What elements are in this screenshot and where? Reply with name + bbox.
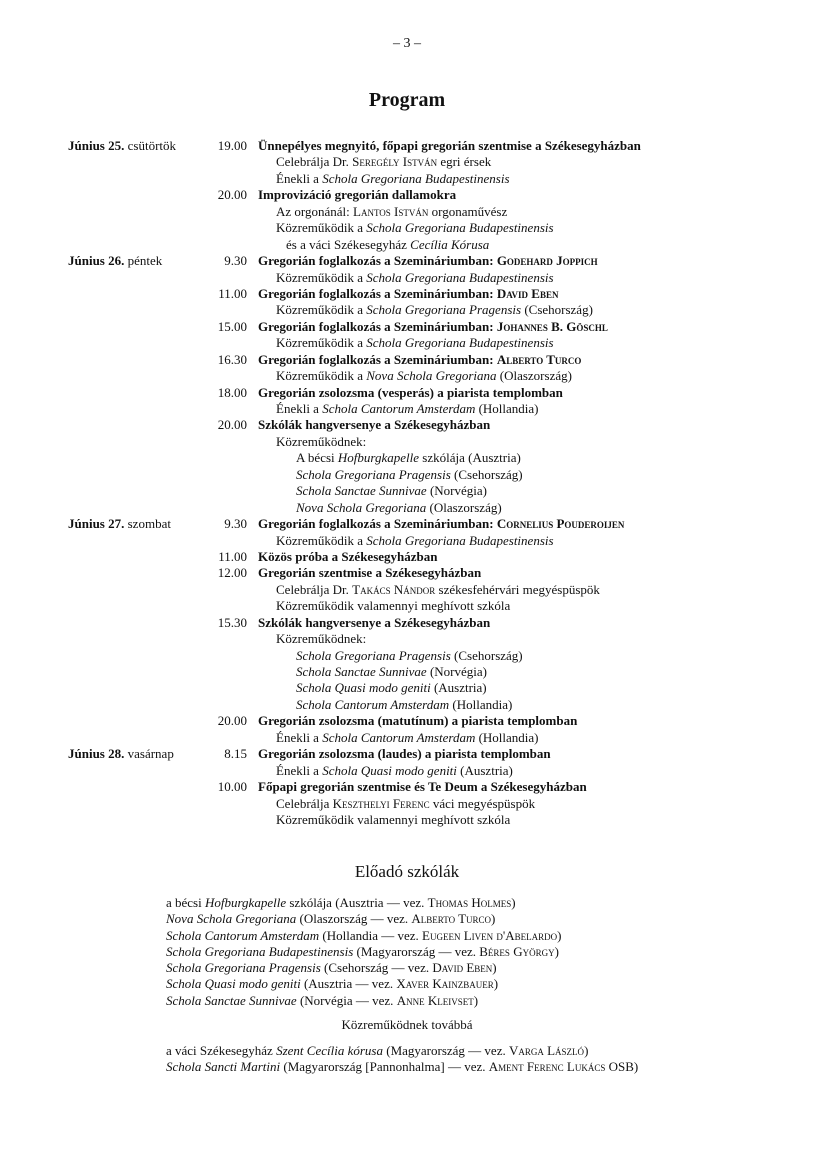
program-detail [0,582,814,598]
text-segment: (Olaszország) [496,368,572,384]
text-segment: ) [584,1043,589,1058]
program-detail [0,533,814,549]
text-segment: ) [493,976,499,992]
text-segment: ) [491,911,496,927]
choir-name: Schola Gregoriana Budapestinensis [366,220,554,236]
text-segment: Közreműködik valamennyi meghívott szkóla [276,811,511,827]
text-segment: (Csehország) [450,466,523,482]
person-name: Ament Ferenc Lukács OSB [488,1059,634,1075]
program-event [0,286,814,302]
event-detail [276,204,507,220]
choir-entry [166,1059,638,1075]
program-detail [0,204,814,220]
event-detail [276,730,539,746]
text-segment: váci megyéspüspök [429,795,536,811]
event-title [258,565,481,581]
choir-entry [166,895,561,911]
text-segment: Közreműködik a [276,335,367,351]
text-segment: ) [554,943,559,959]
event-title [258,779,587,795]
program-event [0,319,814,335]
text-segment: Közreműködik a [276,532,367,548]
program-detail [0,697,814,713]
text-segment: (Magyarország — vez. [353,943,480,959]
text-segment: Főpapi gregorián szentmise és Te Deum a Székesegyházban [258,779,587,795]
event-detail [296,648,523,664]
day-label [68,253,162,269]
event-detail [276,302,593,318]
text-segment: Közreműködik a [276,220,367,236]
person-name: Varga László [508,1043,585,1058]
program-detail [0,302,814,318]
text-segment: Közreműködnek: [276,631,367,647]
day-date: Június 26. [68,253,128,269]
choir-name: Schola Gregoriana Pragensis [166,960,321,976]
text-segment: Gregorián foglalkozás a Szemináriumban: [258,285,497,301]
choir-name: Schola Cantorum Amsterdam [322,729,476,745]
day-date: Június 28. [68,746,128,762]
choir-name: Schola Quasi modo geniti [166,976,301,992]
text-segment: (Hollandia) [449,696,513,712]
person-name: Johannes B. Göschl [496,318,608,334]
program-detail [0,631,814,647]
page-number: – 3 – [393,36,421,51]
day-weekday: csütörtök [127,138,177,153]
event-time: 15.30 [217,614,247,630]
choir-name: Schola Sanctae Sunnivae [166,992,297,1008]
text-segment: a bécsi [166,895,205,910]
choir-entry [166,944,561,960]
event-detail [276,270,554,286]
text-segment: Gregorián foglalkozás a Szemináriumban: [258,351,497,367]
program-detail [0,401,814,417]
text-segment: Gregorián foglalkozás a Szemináriumban: [258,253,497,269]
text-segment: (Ausztria) [430,680,487,696]
program-event [0,615,814,631]
day-date: Június 25. [68,138,128,153]
text-segment: Énekli a [276,762,323,778]
choir-name: Schola Gregoriana Pragensis [366,302,522,318]
person-name: Alberto Turco [496,351,582,367]
event-detail [276,401,539,417]
event-time: 19.00 [217,138,247,153]
program-detail [0,270,814,286]
choir-name: Schola Cantorum Amsterdam [322,401,476,416]
choir-name: Schola Quasi modo geniti [322,762,457,778]
text-segment: Énekli a [276,729,323,745]
program-detail [0,368,814,384]
event-detail [276,763,513,779]
program-event [0,565,814,581]
page-title: Program [368,89,446,111]
event-time: 11.00 [218,548,247,564]
text-segment: Gregorián zsolozsma (vesperás) a piarista templomban [258,384,563,400]
event-time: 16.30 [217,351,247,367]
choir-name: Nova Schola Gregoriana [366,368,497,384]
text-segment: (Magyarország — vez. [382,1043,509,1058]
event-title [258,138,641,154]
event-time: 12.00 [217,565,247,581]
program-event [0,385,814,401]
event-title [258,253,598,269]
day-label [68,746,174,762]
program-detail [0,664,814,680]
event-title [258,417,490,433]
text-segment: a váci Székesegyház [166,1043,277,1058]
day-weekday: vasárnap [127,746,174,762]
event-detail [276,171,510,187]
event-title [258,385,563,401]
program-event [0,779,814,795]
choir-name: Cecília Kórusa [410,236,490,252]
program-detail [0,237,814,253]
choir-name: Schola Cantorum Amsterdam [296,696,450,712]
text-segment: Celebrálja Dr. [276,154,353,170]
event-time: 20.00 [217,713,247,729]
text-segment: (Norvégia — vez. [296,992,397,1008]
day-weekday: szombat [127,516,171,532]
program-detail [0,335,814,351]
event-detail [276,598,510,614]
text-segment: Celebrálja [276,795,333,811]
event-title [258,713,577,729]
text-segment: (Norvégia) [426,664,487,679]
person-name: Thomas Holmes [427,895,512,910]
choir-name: Schola Sanctae Sunnivae [296,483,427,499]
choir-name: Szent Cecília kórusa [276,1043,383,1058]
text-segment: orgonaművész [428,203,508,219]
text-segment: Szkólák hangversenye a Székesegyházban [258,417,491,433]
text-segment: Közös próba a Székesegyházban [258,548,438,564]
program-event [0,746,814,762]
text-segment: (Csehország) [450,647,523,663]
program-event [0,138,814,154]
text-segment: ) [557,927,562,943]
event-title [258,352,581,368]
event-detail [276,220,554,236]
event-detail [276,368,572,384]
program-detail [0,500,814,516]
choir-name: Nova Schola Gregoriana [166,911,297,927]
program-detail [0,220,814,236]
text-segment: Az orgonánál: [276,203,354,219]
event-time: 11.00 [218,285,247,301]
text-segment: Gregorián zsolozsma (matutínum) a piarista templomban [258,713,578,729]
text-segment: szkólája (Ausztria — vez. [286,895,428,910]
program-event [0,417,814,433]
day-weekday: péntek [127,253,163,269]
program-detail [0,483,814,499]
event-detail [276,335,554,351]
event-time: 15.00 [217,318,247,334]
text-segment: (Ausztria) [456,762,513,778]
event-title [258,615,490,631]
text-segment: ) [473,992,479,1008]
event-time: 20.00 [217,187,247,203]
text-segment: (Olaszország) [426,499,502,515]
person-name: David Eben [432,960,493,976]
person-name: Cornelius Pouderoijen [496,516,625,532]
text-segment: Gregorián zsolozsma (laudes) a piarista templomban [258,746,551,762]
day-label [68,138,176,154]
text-segment: Szkólák hangversenye a Székesegyházban [258,614,491,630]
person-name: Lantos István [353,203,429,219]
person-name: Takács Nándor [352,581,436,597]
text-segment: (Ausztria — vez. [300,976,397,992]
text-segment: (Olaszország — vez. [296,911,412,927]
event-title [258,516,624,532]
program-event [0,516,814,532]
choir-name: Schola Sancti Martini [166,1059,281,1075]
event-detail [286,237,489,253]
program-event [0,549,814,565]
event-detail [296,467,523,483]
person-name: Xaver Kainzbauer [396,976,494,992]
program-event [0,187,814,203]
text-segment: (Hollandia) [475,729,539,745]
person-name: Alberto Turco [411,911,492,927]
text-segment: (Csehország — vez. [320,960,433,976]
event-title [258,286,558,302]
program-detail [0,154,814,170]
also-list [166,1043,638,1076]
program-event [0,713,814,729]
text-segment: (Magyarország [Pannonhalma] — vez. [280,1059,489,1075]
program-detail [0,763,814,779]
program-event [0,253,814,269]
choir-name: Nova Schola Gregoriana [296,499,427,515]
choir-name: Schola Gregoriana Pragensis [296,647,451,663]
person-name: Anne Kleivset [396,992,474,1008]
program-schedule [0,138,814,828]
choir-name: Schola Gregoriana Budapestinensis [366,269,554,285]
program-detail [0,812,814,828]
event-time: 9.30 [224,516,247,532]
text-segment: egri érsek [437,154,492,170]
program-detail [0,450,814,466]
program-detail [0,680,814,696]
choir-entry [166,993,561,1009]
text-segment: Ünnepélyes megnyitó, főpapi gregorián szentmise a Székesegyházban [258,138,641,153]
choir-name: Schola Gregoriana Budapestinensis [322,170,510,186]
event-title [258,187,456,203]
program-detail [0,171,814,187]
program-detail [0,598,814,614]
day-label [68,516,171,532]
person-name: Béres György [479,943,555,959]
person-name: Keszthelyi Ferenc [332,795,430,811]
event-title [258,319,608,335]
program-detail [0,467,814,483]
program-detail [0,796,814,812]
event-title [258,549,437,565]
choir-name: Schola Gregoriana Pragensis [296,466,451,482]
choir-name: Schola Gregoriana Budapestinensis [366,532,554,548]
event-time: 10.00 [217,779,247,795]
program-event [0,352,814,368]
person-name: David Eben [496,285,559,301]
event-detail [296,500,502,516]
text-segment: Celebrálja Dr. [276,581,353,597]
event-detail [276,154,491,170]
also-heading: Közreműködnek továbbá [341,1017,473,1032]
text-segment: székesfehérvári megyéspüspök [435,581,600,597]
choir-entry [166,1043,638,1059]
choir-name: Hofburgkapelle [337,450,420,466]
text-segment: és a váci Székesegyház [286,236,411,252]
event-detail [276,434,366,450]
text-segment: A bécsi [296,450,338,466]
text-segment: ) [511,895,516,910]
text-segment: Közreműködnek: [276,433,367,449]
program-detail [0,434,814,450]
event-detail [276,796,535,812]
program-detail [0,648,814,664]
choir-entry [166,928,561,944]
day-date: Június 27. [68,516,128,532]
text-segment: Közreműködik a [276,302,367,318]
text-segment: (Hollandia) [475,401,539,416]
text-segment: Énekli a [276,170,323,186]
choir-name: Schola Cantorum Amsterdam [166,927,320,943]
text-segment: Gregorián foglalkozás a Szemináriumban: [258,516,497,532]
text-segment: Közreműködik valamennyi meghívott szkóla [276,598,511,614]
text-segment: ) [492,960,497,976]
text-segment: (Csehország) [521,302,593,318]
choirs-list [166,895,561,1009]
text-segment: Improvizáció gregorián dallamokra [258,187,457,203]
event-time: 20.00 [217,417,247,433]
event-time: 8.15 [224,746,247,762]
choir-name: Schola Gregoriana Budapestinensis [366,335,554,351]
person-name: Godehard Joppich [496,253,598,269]
event-detail [296,483,487,499]
text-segment: ) [633,1059,639,1075]
event-detail [276,533,554,549]
choir-entry [166,911,561,927]
text-segment: Közreműködik a [276,269,367,285]
event-detail [296,450,521,466]
choir-name: Schola Quasi modo geniti [296,680,431,696]
program-detail [0,730,814,746]
text-segment: szkólája (Ausztria) [419,450,521,466]
event-detail [276,582,600,598]
event-time: 9.30 [224,253,247,269]
event-time: 18.00 [217,384,247,400]
choirs-heading: Előadó szkólák [354,862,460,881]
text-segment: (Norvégia) [426,483,487,499]
person-name: Seregély István [352,154,438,170]
person-name: Eugeen Liven d'Abelardo [422,927,558,943]
event-detail [296,680,487,696]
event-detail [276,631,366,647]
choir-entry [166,976,561,992]
choir-name: Schola Sanctae Sunnivae [296,664,427,679]
choir-name: Schola Gregoriana Budapestinensis [166,943,354,959]
text-segment: Közreműködik a [276,368,367,384]
event-detail [296,664,487,680]
text-segment: (Hollandia — vez. [319,927,423,943]
event-detail [276,812,510,828]
text-segment: Gregorián szentmise a Székesegyházban [258,565,482,581]
text-segment: Énekli a [276,401,323,416]
event-title [258,746,551,762]
choir-entry [166,960,561,976]
choir-name: Hofburgkapelle [204,895,287,910]
text-segment: Gregorián foglalkozás a Szemináriumban: [258,318,497,334]
event-detail [296,697,512,713]
